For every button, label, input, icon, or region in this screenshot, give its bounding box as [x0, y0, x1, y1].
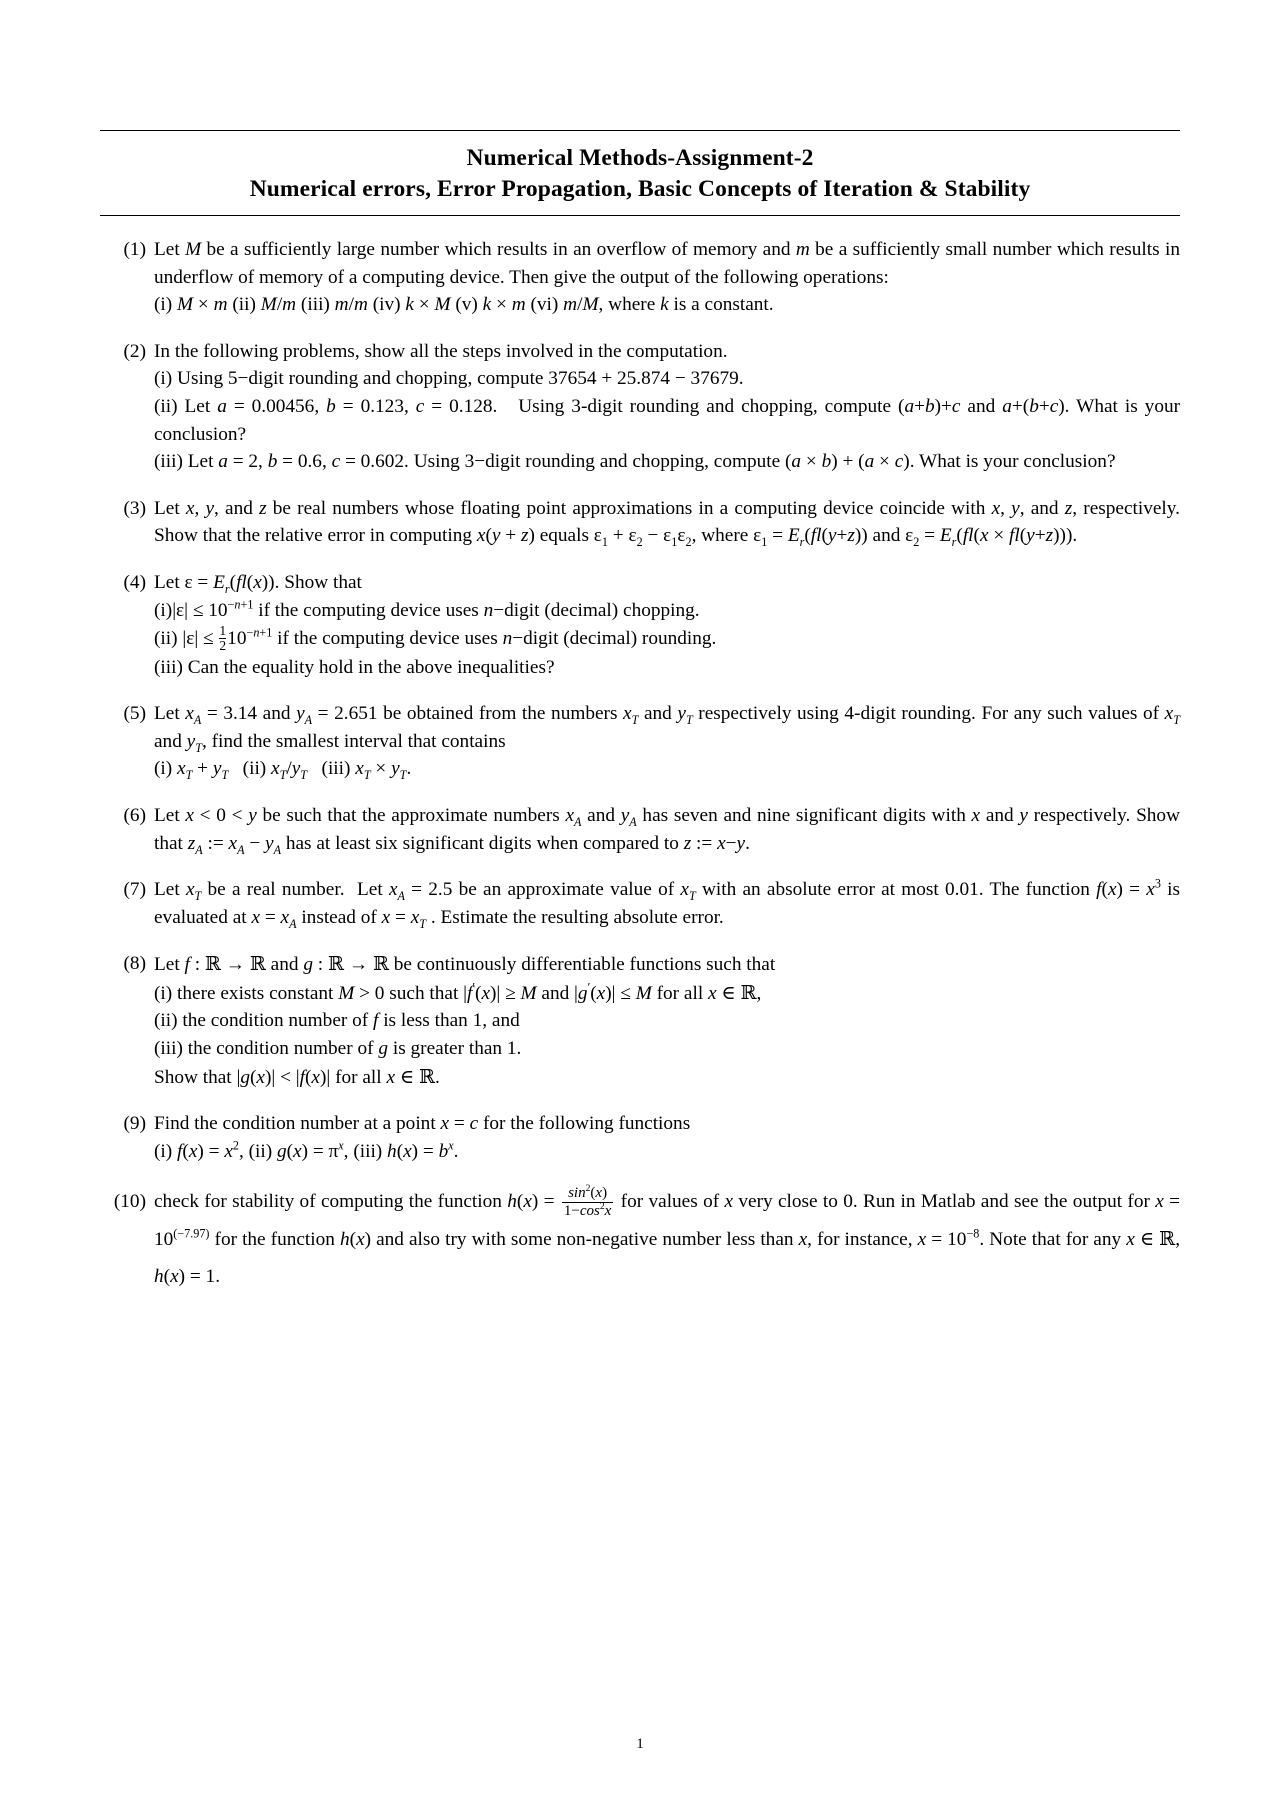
- problem-subitem: (i) M × m (ii) M/m (iii) m/m (iv) k × M (v) k × m (vi) m/M, where k is a constant.: [154, 294, 774, 316]
- header-rule-top: [100, 130, 1180, 131]
- problem-text: Let x < 0 < y be such that the approximate numbers $x_A$ and $y_A$ has seven and nine significant digits with x and y respectively. Show that $z_A$ := $x_A - y_A$ has at least six significant digits when compared to z := x−y.: [154, 804, 1180, 857]
- problem-subitem: (iii) Can the equality hold in the above inequalities?: [154, 656, 555, 678]
- problem-text: Let x, y, and z be real numbers whose floating point approximations in a computing device coincide with x, y, and z, respectively. Show that the relative error in computing x(y + z) equals $\varepsilon_1 + \varepsilon_2 - \varepsilon_1\varepsilon_2$, where $\varepsilon_1 = E_r(fl(y+z))$ and $\varepsilon_2 = E_r(fl(x \times fl(y+z)))$.: [154, 497, 1180, 550]
- problem-item: [100, 950, 1180, 1091]
- problem-text: Let M be a sufficiently large number which results in an overflow of memory and m be a sufficiently small number which results in underflow of memory of a computing device. Then give the output of the following operations:: [154, 239, 1181, 288]
- header-rule-bottom: [100, 215, 1180, 216]
- problem-item: [100, 1184, 1180, 1295]
- page-title: [100, 141, 1180, 209]
- page-number-footer: 1: [636, 1736, 644, 1752]
- problem-item: [100, 236, 1180, 319]
- problem-subitem: (i) there exists constant M > 0 such that |f′(x)| ≥ M and |g′(x)| ≤ M for all x ∈ ℝ,: [154, 980, 762, 1004]
- problem-subitem: (ii) |ε| ≤ $\frac{1}{2}$ $10^{-n+1}$ if the computing device uses n−digit (decimal) rounding.: [154, 623, 717, 654]
- problem-number: (10): [113, 1191, 146, 1213]
- problem-text: Let f : ℝ → ℝ and g : ℝ → ℝ be continuously differentiable functions such that: [154, 952, 776, 976]
- problem-item: [100, 495, 1180, 550]
- problem-number: (5): [123, 703, 146, 725]
- problem-number: (1): [123, 239, 146, 261]
- problem-number: (8): [123, 953, 146, 975]
- problem-number: (4): [123, 571, 146, 593]
- problem-item: [100, 700, 1180, 783]
- problem-number: (6): [123, 804, 146, 826]
- problem-subitem: (i) Using 5−digit rounding and chopping, compute 37654 + 25.874 − 37679.: [154, 368, 744, 390]
- problem-subitem: (i) $f(x) = x^2$, (ii) $g(x) = \pi^x$, (iii) $h(x) = b^x$.: [154, 1138, 459, 1162]
- problem-subitem: (iii) the condition number of g is greater than 1.: [154, 1038, 522, 1060]
- problem-number: (2): [123, 340, 146, 362]
- problem-subitem: (ii) Let a = 0.00456, b = 0.123, c = 0.128. Using 3-digit rounding and chopping, compute (a+b)+c and a+(b+c). What is your conclusion?: [154, 396, 1181, 445]
- problem-subitem: (iii) Let a = 2, b = 0.6, c = 0.602. Using 3−digit rounding and chopping, compute (a × b) + (a × c). What is your conclusion?: [154, 451, 1116, 473]
- problem-subitem: $(i)|\varepsilon| \le 10^{-n+1}$ if the computing device uses n−digit (decimal) chopping.: [154, 597, 700, 621]
- problem-list: [100, 236, 1180, 1295]
- problem-text: Let $\varepsilon = E_r(fl(x))$. Show that: [154, 571, 362, 596]
- problem-item: [100, 802, 1180, 857]
- problem-subitem: Show that |g(x)| < |f(x)| for all x ∈ ℝ.: [154, 1064, 440, 1088]
- title-line-2: Numerical errors, Error Propagation, Basic Concepts of Iteration & Stability: [249, 176, 1031, 203]
- problem-text: Let $x_T$ be a real number. Let $x_A = 2.5$ be an approximate value of $x_T$ with an absolute error at most 0.01. The function $f(x) = x^3$ is evaluated at $x = x_A$ instead of $x = x_T$ . Estimate the resulting absolute error.: [154, 876, 1181, 931]
- problem-number: (7): [123, 879, 146, 901]
- problem-text: check for stability of computing the function h(x) = $\frac{\sin^2(x)}{1-\cos^2x}$ for values of x very close to 0. Run in Matlab and see the output for $x = 10^{(-7.97)}$ for the function h(x) and also try with some non-negative number less than x, for instance, $x = 10^{-8}$. Note that for any x ∈ ℝ, h(x) = 1.: [154, 1184, 1181, 1287]
- problem-item: [100, 1110, 1180, 1165]
- problem-subitem: (ii) the condition number of f is less than 1, and: [154, 1010, 520, 1032]
- problem-subitem: (i) $x_T + y_T$ (ii) $x_T/y_T$ (iii) $x_T \times y_T$.: [154, 758, 412, 783]
- problem-item: [100, 338, 1180, 476]
- problem-text: In the following problems, show all the steps involved in the computation.: [154, 340, 728, 362]
- problem-text: Let $x_A = 3.14$ and $y_A = 2.651$ be obtained from the numbers $x_T$ and $y_T$ respectively using 4-digit rounding. For any such values of $x_T$ and $y_T$, find the smallest interval that contains: [154, 703, 1180, 755]
- problem-text: Find the condition number at a point x = c for the following functions: [154, 1113, 691, 1135]
- problem-item: [100, 876, 1180, 931]
- problem-number: (9): [123, 1113, 146, 1135]
- problem-number: (3): [123, 497, 146, 519]
- title-line-1: Numerical Methods-Assignment-2: [466, 145, 814, 171]
- problem-item: [100, 569, 1180, 681]
